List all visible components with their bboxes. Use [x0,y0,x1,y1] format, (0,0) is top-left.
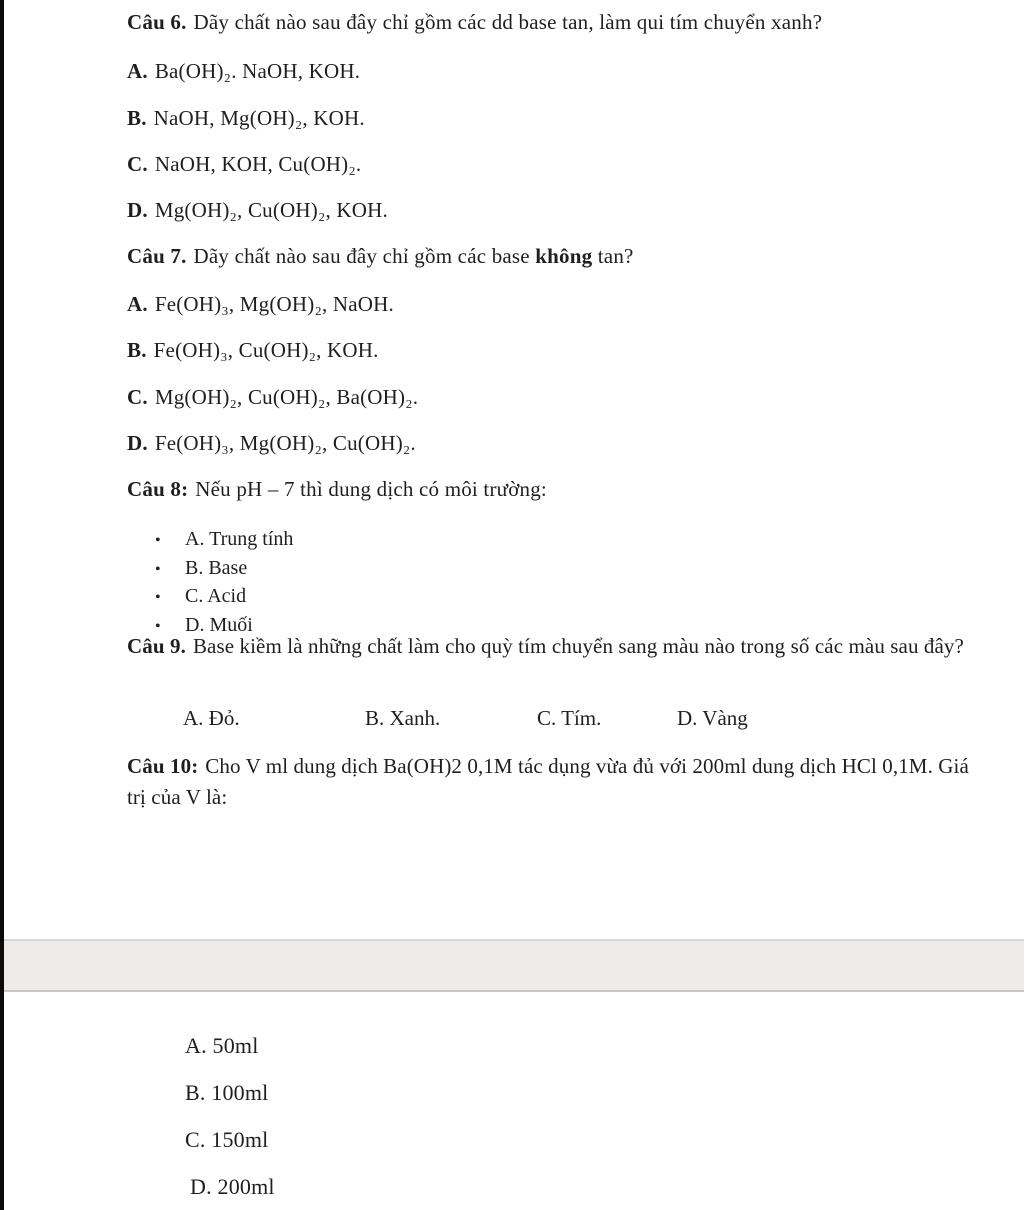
question-7-option-a [127,292,394,316]
question-8-option-b [155,555,293,584]
question-10-option-c: C. 150ml [185,1127,269,1152]
question-7-option-d [127,431,416,455]
question-10-text: Cho V ml dung dịch Ba(OH)2 0,1M tác dụng vừa đủ với 200ml dung dịch HCl 0,1M. Giá trị của V là: [127,754,969,809]
question-10-option-a: A. 50ml [185,1033,259,1058]
option-text: A. Trung tính [185,528,294,550]
question-6-text: Dãy chất nào sau đây chỉ gồm các dd base tan, làm qui tím chuyển xanh? [193,10,823,34]
question-6-title [127,10,822,34]
option-text: Fe(OH)₃, Mg(OH)₂, Cu(OH)₂. [154,431,416,455]
option-letter: C. [127,385,148,409]
question-7-title [127,244,634,268]
question-10-label: Câu 10: [127,754,199,778]
question-6-option-c [127,152,361,176]
option-letter: A. [127,59,148,83]
question-6-option-b [127,106,365,130]
question-8-option-c [155,583,293,612]
bullet-icon: • [155,589,161,606]
option-letter: D. [127,431,148,455]
question-6-label: Câu 6. [127,10,187,34]
question-10-title [127,751,983,813]
question-8-option-a [155,526,293,555]
option-letter: D. [127,198,148,222]
option-text: C. Acid [185,585,247,607]
question-8-options [155,526,293,640]
option-letter: A. [127,292,148,316]
option-letter: B. [127,106,147,130]
question-7-label: Câu 7. [127,244,187,268]
question-6-option-d [127,198,388,222]
option-text: Mg(OH)₂, Cu(OH)₂, Ba(OH)₂. [154,385,419,409]
question-10-option-d: D. 200ml [190,1174,275,1199]
question-9-title [127,631,983,662]
question-8-text: Nếu pH – 7 thì dung dịch có môi trường: [195,477,547,501]
question-9-option-b: B. Xanh. [365,706,441,730]
option-text: Mg(OH)₂, Cu(OH)₂, KOH. [154,198,388,222]
question-7-option-c [127,385,418,409]
divider-band [0,939,1024,992]
bullet-icon: • [155,617,161,635]
question-9-text: Base kiềm là những chất làm cho quỳ tím chuyển sang màu nào trong số các màu sau đây? [192,634,964,658]
option-text: D. Muối [185,613,253,636]
question-9-option-a: A. Đỏ. [183,706,240,730]
left-edge-bar [0,0,4,1210]
question-10-option-b: B. 100ml [185,1080,269,1105]
bullet-icon: • [155,532,161,549]
option-letter: B. [127,338,147,362]
question-7-text-after: tan? [592,244,634,268]
option-text: Ba(OH)₂. NaOH, KOH. [154,59,361,83]
question-8-label: Câu 8: [127,477,189,501]
option-text: B. Base [185,556,248,579]
question-7-option-b [127,338,379,362]
question-9-options [0,706,1024,732]
question-7-bold-word: không [535,244,593,268]
question-6-option-a [127,59,360,83]
question-9-option-d: D. Vàng [677,706,748,730]
option-letter: C. [127,152,148,176]
option-text: NaOH, Mg(OH)₂, KOH. [153,106,365,130]
option-text: Fe(OH)₃, Mg(OH)₂, NaOH. [154,292,394,316]
question-9-label: Câu 9. [127,634,186,658]
question-8-title [127,477,547,501]
question-9-option-c: C. Tím. [537,706,602,730]
bullet-icon: • [155,560,161,578]
question-7-text-before: Dãy chất nào sau đây chỉ gồm các base [193,244,536,268]
option-text: NaOH, KOH, Cu(OH)₂. [154,152,362,176]
option-text: Fe(OH)₃, Cu(OH)₂, KOH. [153,338,379,362]
